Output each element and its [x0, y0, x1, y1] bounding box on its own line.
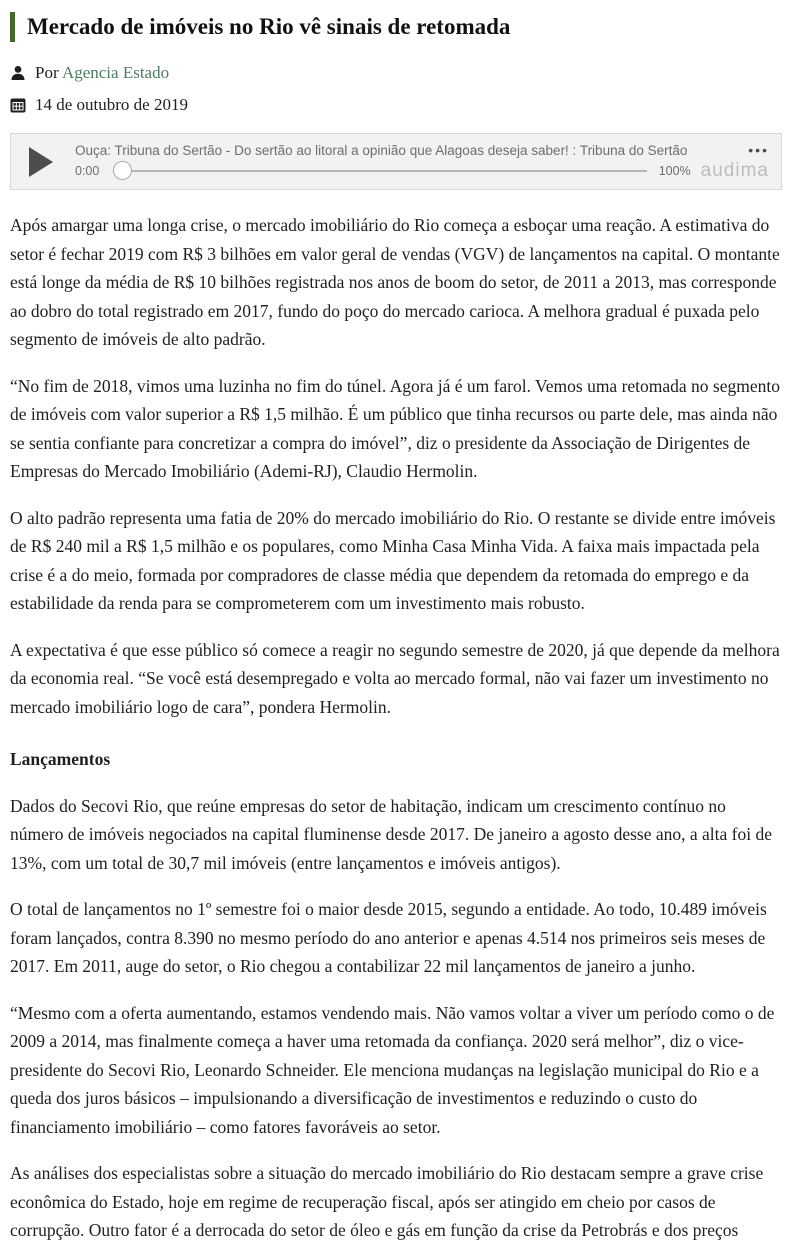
article-body — [10, 211, 782, 1245]
current-time: 0:00 — [75, 163, 100, 178]
author-icon — [10, 65, 26, 81]
paragraph: Após amargar uma longa crise, o mercado imobiliário do Rio começa a esboçar uma reação. A estimativa do setor é fechar 2019 com R$ 3 bilhões em valor geral de vendas (VGV) de lançamentos na capital. O montante está longe da média de R$ 10 bilhões registrada nos anos de boom do setor, de 2011 a 2013, mas corresponde ao dobro do total registrado em 2017, fundo do poço do mercado carioca. A melhora gradual é puxada pelo segmento de imóveis de alto padrão. — [10, 215, 780, 349]
paragraph: Dados do Secovi Rio, que reúne empresas do setor de habitação, indicam um crescimento contínuo no número de imóveis negociados na capital fluminense desde 2017. De janeiro a agosto desse ano, a alta foi de 13%, com um total de 30,7 mil imóveis (entre lançamentos e imóveis antigos). — [10, 795, 772, 873]
player-menu-dots-icon[interactable]: ••• — [748, 142, 769, 158]
volume-value: 100% — [658, 163, 691, 178]
paragraph: As análises dos especialistas sobre a situação do mercado imobiliário do Rio destacam sempre a grave crise econômica do Estado, hoje em regime de recuperação fiscal, após ser atingido em cheio por casos de corrupção. Outro fator é a derrocada do setor de óleo e gás em função da crise da Petrobrás e dos preços — [10, 1163, 764, 1240]
play-icon[interactable] — [29, 147, 53, 177]
headline-accent-bar — [10, 12, 15, 42]
audio-player — [10, 133, 782, 190]
byline-row — [10, 63, 782, 83]
player-main — [75, 143, 769, 181]
paragraph: “No fim de 2018, vimos uma luzinha no fim do túnel. Agora já é um farol. Vemos uma retomada no segmento de imóveis com valor superior a R$ 1,5 milhão. É um público que tinha recursos ou parte dele, mas ainda não se sentia confiante para concretizar a compra do imóvel”, diz o presidente da Associação de Dirigentes de Empresas do Mercado Imobiliário (Ademi-RJ), Claudio Hermolin. — [10, 375, 780, 481]
author-link[interactable]: Agencia Estado — [61, 63, 170, 82]
progress-slider[interactable] — [113, 161, 646, 181]
player-bottom-row — [75, 161, 769, 181]
player-top-row — [75, 143, 769, 158]
byline-text — [35, 63, 169, 83]
player-track-title: Ouça: Tribuna do Sertão - Do sertão ao litoral a opinião que Alagoas deseja saber! : Tribuna do Sertão — [75, 142, 688, 158]
section-subheading: Lançamentos — [10, 749, 111, 769]
paragraph: O alto padrão representa uma fatia de 20% do mercado imobiliário do Rio. O restante se divide entre imóveis de R$ 240 mil a R$ 1,5 milhão e os populares, como Minha Casa Minha Vida. A faixa mais impactada pela crise é a do meio, formada por compradores de classe média que dependem da retomada do emprego e da estabilidade da renda para se comprometerem com um investimento mais robusto. — [10, 507, 776, 613]
slider-handle[interactable] — [113, 161, 132, 180]
paragraph: A expectativa é que esse público só comece a reagir no segundo semestre de 2020, já que depende da melhora da economia real. “Se você está desempregado e volta ao mercado formal, não vai fazer um investimento no mercado imobiliário logo de cara”, pondera Hermolin. — [10, 639, 780, 717]
calendar-icon — [10, 97, 26, 113]
publish-date: 14 de outubro de 2019 — [35, 95, 188, 114]
date-row — [10, 95, 782, 115]
audima-logo[interactable]: audima — [700, 160, 769, 181]
paragraph: “Mesmo com a oferta aumentando, estamos vendendo mais. Não vamos voltar a viver um período como o de 2009 a 2014, mas finalmente começa a haver uma retomada da confiança. 2020 será melhor”, diz o vice-presidente do Secovi Rio, Leonardo Schneider. Ele menciona mudanças na legislação municipal do Rio e a queda dos juros básicos – impulsionando a diversificação de investimentos e reduzindo o custo do financiamento imobiliário – como fatores favoráveis ao setor. — [10, 1002, 775, 1137]
paragraph: O total de lançamentos no 1º semestre foi o maior desde 2015, segundo a entidade. Ao todo, 10.489 imóveis foram lançados, contra 8.390 no mesmo período do ano anterior e apenas 4.514 nos primeiros seis meses de 2017. Em 2011, auge do setor, o Rio chegou a contabilizar 22 mil lançamentos de janeiro a junho. — [10, 899, 767, 976]
page-title: Mercado de imóveis no Rio vê sinais de retomada — [27, 14, 511, 40]
byline-prefix: Por — [35, 63, 59, 82]
headline-block — [10, 12, 782, 42]
slider-track[interactable] — [132, 170, 646, 172]
